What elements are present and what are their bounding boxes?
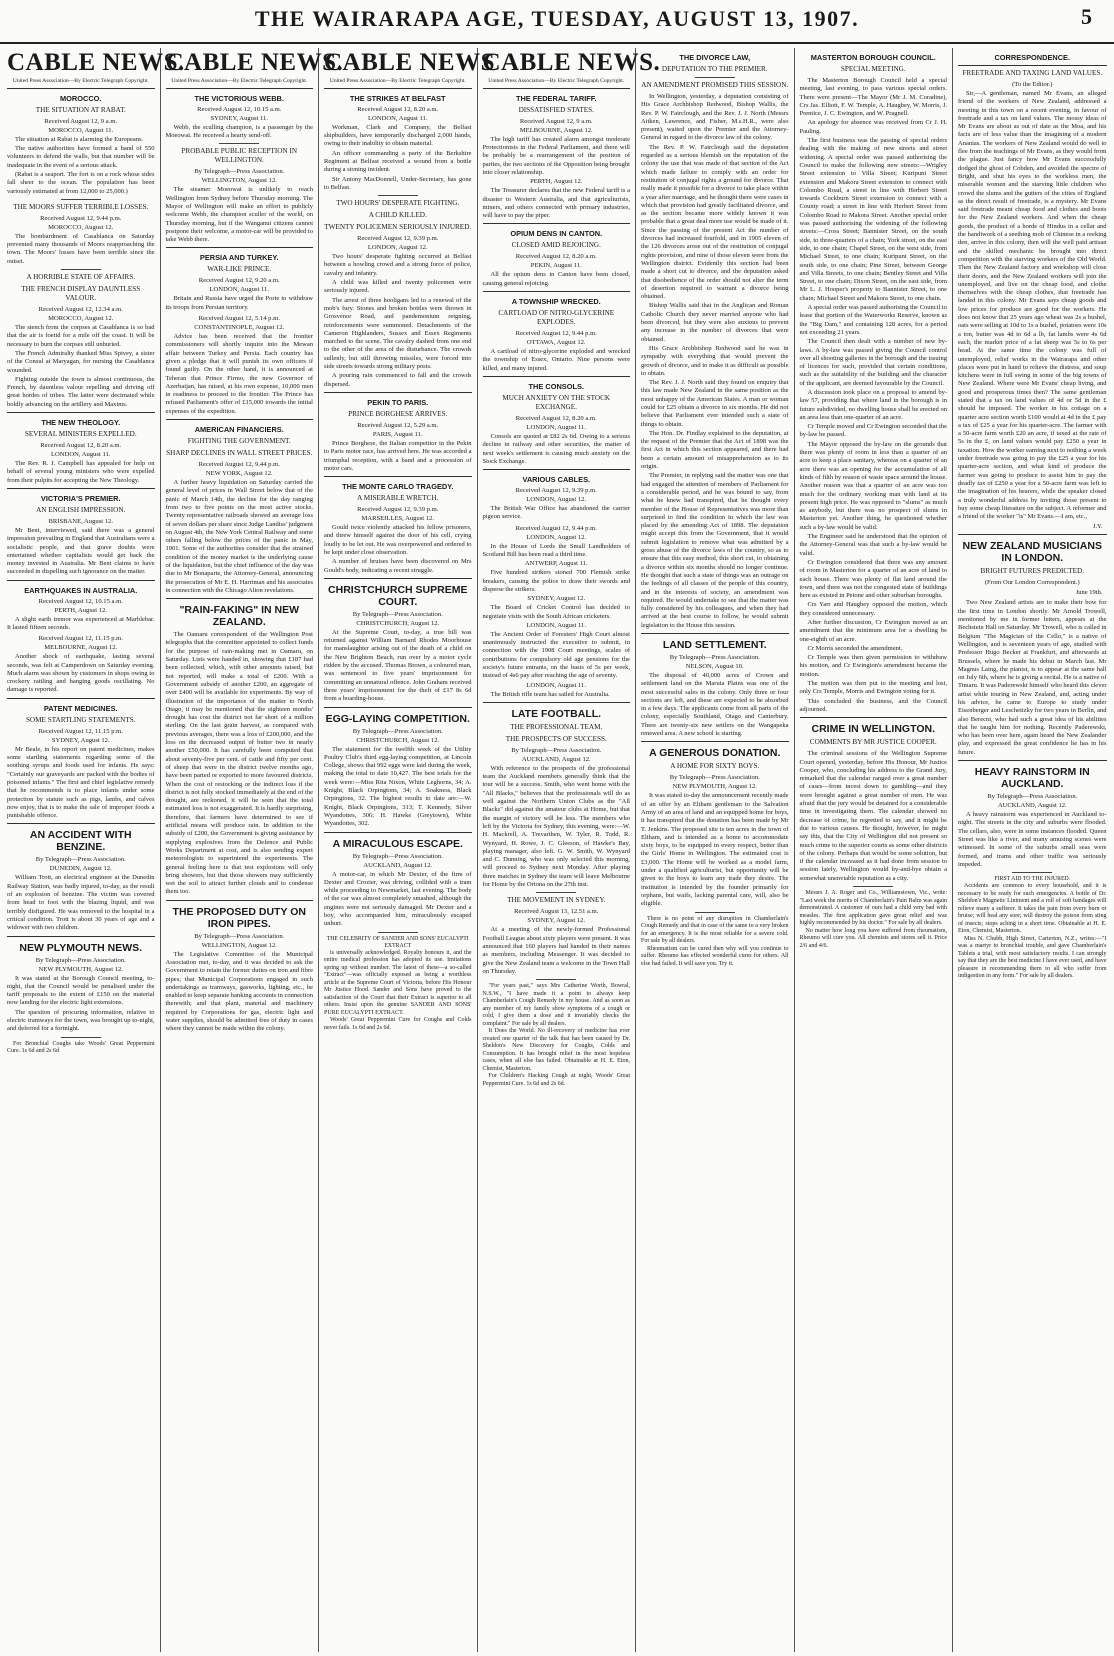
divider xyxy=(324,476,472,477)
paragraph: Sir,—A gentleman, named Mr Evans, an alleged friend of the workers of New Zealand, addressed a meeting in this town on a recent evening, in favour of freetrade and a tax on land values. The mossy ideas of Mr Evans are about as out of date as the Moa, and his facts are of less value than the imagining of a modern Ananias. The workers of New Zealand would do well to flee from the teachings of Mr Evans, as they would from the plague. Just fancy how Mr Evans successfully dodged the ghost of Cobden, and avoided the spectre of Bright, and shut his eyes to the workless men, the miserable women and the starving little children who crowd the slums and the gutters of the cities of England as the direct result of freetrade, is a mystery. Mr Evans said freetrade meant cheap food and clothes and boots for the New Zealand workers. And when the cheap goods, the product of a horde of Hindus in a cellar and the handiwork of a seething mob of Chinese in a reeking den, arrive in this colony, then will the well paid artisan and the skilled mechanic be brought into direct competition with the starving workers of the Old World. Then the New Zealand factory and workshop will close their doors, and the New Zealand workers will join the unemployed, and live on the cheap food, and clothe themselves with the cheap clothes, that freetrade has landed in this colony. Mr Evans says cheap goods and low prices for produce are good for the workers. He does not know that 25 years ago wheat was 2s a bushel, oats were selling at 10d to 1s a bushel, potatoes were 10s a ton, butter was 4d to 6d a lb, fat lambs were 4s 6d each, the market price of a fat sheep was 5s to 6s per head. At the same time the colony was full of unemployed, relief works in the Wairarapa and other places were put in hand to relieve the distress, and soup kitchens were in full swing in some of the big towns of New Zealand. Where were Mr Evans' cheap living, and good and prosperous times then? The same gentleman stated that a tax on land values of 4d or 5d in the £ should be imposed. The worker in his cottage on a quarter acre section worth £100 would at 4d in the £ pay a tax of £25 a year for his quarter-acre. The farmer with a 50-acre farm worth £20 an acre, if taxed at the rate of 5s in the £, on land values would pay £250 a year in taxation. How the worker earning next to nothing a week under freetrade was going to pay the £25 a year for his quarter-acre section, and what kind of produce the farmer was going to produce to assist him to pay the deadly tax of £250 a year for a 50-acre farm was left to the imagination of his hearers, while the speaker closed a truly wonderful address by inviting those present to buy some cheap literature on the subject. A reformer and a friend of the worker "is" Mr Evans.—I am, etc., xyxy=(958,90,1107,521)
divider xyxy=(483,223,631,224)
byline: By Telegraph—Press Association. xyxy=(35,856,126,864)
article-heading: MASTERTON BOROUGH COUNCIL. xyxy=(810,53,936,62)
advertisement-heading: THE CELEBRITY OF SANDER AND SONS' EUCALYPTI EXTRACT xyxy=(326,935,469,949)
article-heading: A GENEROUS DONATION. xyxy=(649,747,781,760)
paragraph: The criminal sessions of the Wellington Supreme Court opened, yesterday, before His Honour, Mr Justice Cooper, who, concluding his address to the Grand Jury, remarked that the calendar ranged over a great number of cases—from incest down to gambling—and they were brought against a great number of men. He was afraid that the jury would be detained for a considerable time in investigating them. The calendar showed no decrease of crime, he regretted to say, and it might be due to various causes. He thought, however, he might say this, that the City of Wellington did not present so much crime to the superior courts as some other districts of the colony. Perhaps that would be some solution, but if the calendar increased as it had done from session to session lately, Wellington would by-and-bye obtain a somewhat unenviable reputation as a city. xyxy=(799,750,947,882)
divider xyxy=(61,199,101,200)
received-line: Received August 12, 10.15 a.m. xyxy=(197,105,282,113)
article-subheading: CLOSED AMID REJOICING. xyxy=(511,241,601,250)
paragraph: Two New Zealand artists are to make their bow for the first time in London shortly. Mr Arnold Trowell, mentioned by me in former letters, appears at the Bechstein Hall on Saturday. Mr Trowell, who is called in Belgium "The Magician of the Cello," is a native of Wellington, and is seventeen years of age, studied with Professor Hugo Becker at Frankfurt, and afterwards at Brussels, where he made his debut in March last. Mr Magnus Laing, the pianist, is to appear at the same hall on July 6th, where he is giving a recital. He is a native of Timaru. It was Paderewski himself who heard this clever artist while touring in New Zealand, and, acting under his advice, he came to Europe to study under Eisenberger and Leschetizky for two years in Berlin, and also Berecni, who had such a great idea of his abilities that he taught him for nothing. Recently Paderewski, who has been over here, again heard the New Zealander play, and expressed the great confidence he has in his future. xyxy=(958,599,1107,756)
byline: By Telegraph—Press Association. xyxy=(352,610,443,618)
dateline: LONDON, August 11. xyxy=(209,286,269,294)
paragraph: The Legislative Committee of the Municipal Association met, to-day, and it was decided to ask the Government to retain the former duties on iron and fibre pipes; that Municipal Corporations engaged in such undertakings as tramways, gasworks, lighting, etc., be enabled to keep separate banking accounts in connection therewith; and that plant, material and machinery required by Corporations for gas, electric light and water supplies, should be admitted free of duty in cases where they cannot be made within the colony. xyxy=(165,950,313,1033)
advertisement: For Children's Hacking Cough at night, Woods' Great Peppermint Cure. 1s 6d and 2s 6d. xyxy=(482,1073,630,1087)
article-subheading: FIGHTING THE GOVERNMENT. xyxy=(187,437,291,446)
divider xyxy=(61,269,101,270)
byline: By Telegraph—Press Association. xyxy=(194,168,285,176)
article-heading: OPIUM DENS IN CANTON. xyxy=(510,229,603,239)
paragraph: A further heavy liquidation on Saturday carried the general level of prices in Wall Street below that of the panic of March 14th, the decline for the day ranging from two to five points on the most active stocks. Twenty representative railroads showed an average loss of seven dollars per share since Judge Landiss' judgment on August 4th, the New York Central Railway and some others falling below the prices of the panic in May, 1901. Some of the authorities consider that the strained condition of the money market is the underlying cause of the liquidation, but the chief influence of the day was due to Mr Bonaparte, the Attorney-General, announcing the prosecution of Mr E. H. Harriman and his associates in connection with the Chicago Alton revelations. xyxy=(165,479,313,594)
article-heading: NEW PLYMOUTH NEWS. xyxy=(19,941,143,954)
dateline: SYDNEY, August 12. xyxy=(51,736,110,744)
received-line: Received August 12, 9.44 p.m. xyxy=(515,524,597,532)
divider xyxy=(958,65,1107,66)
advertisement: Miss N. Chubb, High Street, Carterton, N.Z., writes:—"I was a martyr to bronchial trouble, and gave Chamberlain's Tablets a trial, with most satisfactory results. I can strongly say that they are the best medicine I have ever used, and have pleasure in recommending them to all who suffer from indigestion in any form." For sale by all dealers. xyxy=(958,935,1107,980)
received-line: Received August 12, 9.39 p.m. xyxy=(515,487,597,495)
paragraph: The bombardment of Casablanca on Saturday prevented many thousands of Moors reapproaching the town. The Moors' losses have been terrible since the outset. xyxy=(7,232,155,265)
divider xyxy=(536,979,576,980)
paragraph: The Rev. J. J. North said they found on enquiry that this law made New Zealand in the same position as the most unhappy of the American States. A man or woman could for £25 obtain a divorce in six months. He did not believe that Parliament ever intended such a state of things to obtain. xyxy=(641,379,789,428)
byline: By Telegraph—Press Association. xyxy=(669,654,760,661)
column-7 xyxy=(953,48,1112,1652)
article-subheading: THE MOVEMENT IN SYDNEY. xyxy=(507,896,606,905)
divider xyxy=(324,707,472,708)
article-subheading: A MISERABLE WRETCH. xyxy=(357,494,439,503)
article-heading: AMERICAN FINANCIERS. xyxy=(194,425,284,435)
section-masthead: CABLE NEWS xyxy=(324,49,496,76)
article-subheading: THE PROFESSIONAL TEAM. xyxy=(510,722,603,731)
divider xyxy=(324,392,472,393)
paragraph: The Mayor opposed the by-law on the grounds that there was plenty of room in less than a quarter of an acre to keep a place sanitary, whereas on a quarter of an acre there was an opening for the accumulation of all kinds of filth by reason of waste space around the house. Another reason was that a quarter of an acre was too much for the ordinary working man with land at its present high price. He was opposed to "slums" as much as anybody, but there was no prospect of slums in Masterton yet. Another thing, he questioned whether such a by-law would be valid. xyxy=(799,440,947,531)
paragraph: The situation at Rabat is alarming the Europeans. xyxy=(15,135,144,143)
dateline: WELLINGTON, August 12. xyxy=(201,941,277,949)
dateline: ANTWERP, August 11. xyxy=(524,560,588,568)
article-heading: A TOWNSHIP WRECKED. xyxy=(511,297,601,307)
dateline: MELBOURNE, August 12. xyxy=(519,126,593,134)
dateline: PERTH, August 12. xyxy=(530,178,583,186)
paragraph: The Board of Cricket Control has decided to negotiate visits with the South African cricketers. xyxy=(482,604,630,620)
dateline: LONDON, August 12. xyxy=(526,533,587,541)
paragraph: The disposal of 40,000 acres of Crown and settlement land on the Maruia Plains was one of the most successful sales in the colony. Only three or four sections are left, and these are expected to be absorbed in a few days. The applicants come from all parts of the colony, especially Southland, Otago and Canterbury. There are twenty-six new settlers on the Wangapeka renewed area. A new school is starting. xyxy=(641,672,789,738)
divider xyxy=(483,469,631,470)
dateline: NEW PLYMOUTH, August 12. xyxy=(672,783,757,791)
divider xyxy=(853,886,893,887)
received-line: Received August 12, 8.20 a.m. xyxy=(515,253,597,261)
article-heading: THE VICTORIOUS WEBB. xyxy=(194,93,284,103)
advertisement-heading: FIRST AID TO THE INJURED. xyxy=(994,876,1071,883)
article-heading: CHRISTCHURCH SUPREME COURT. xyxy=(328,583,468,608)
paragraph: The Oamaru correspondent of the Wellington Post telegraphs that the committee appointed to collect funds for the purpose of rain-making met in Oamaru, on Saturday. Lists were handed in, showing that £187 had been collected, which, with other amounts raised, but not reported, will make a total of £200. With a Government subsidy of another £200, an aggregate of over £400 will be available for experiments. By way of illustration of the importance of the matter to North Otago, it may be mentioned that the eighteen months' drought has cost the district not far short of a million sterling. On the last grain harvest, as compared with previous averages, there was a loss of £200,000, and the loss on the decreased output of butter two in nearly another £50,000. It has carefully been computed that about seventy-five per cent. of cattle and fifty per cent. of sheep that were in the district twelve months ago, have been parted or exported to more favoured districts. When the cost of restocking or the indirect loss if the district is not fully stocked immediately at the end of the drought, are reckoned, it will be seen that the total estimated loss is not exaggerated. It is hardly surprising, therefore, that farmers have determined to see if artificial means will produce rain. In addition to the subsidy of £200, the Government is giving assistance by supplying explosives from the Defence and Public Works Department at cost, and is also sending expert meteorologists to superintend the experiments. The general feeling here is that test explosions will only bring showers, but that those showers may sufficiently wet the soil to attract further clouds and to condense them too. xyxy=(165,631,313,896)
section-masthead: CABLE NEWS. xyxy=(482,49,661,76)
dateline: PEKIN, August 11. xyxy=(530,262,582,270)
article-subheading: AN ENGLISH IMPRESSION. xyxy=(36,505,126,514)
received-line: Received August 12, 12.34 a.m. xyxy=(38,306,123,314)
divider xyxy=(958,534,1107,535)
article-subheading: BRIGHT FUTURES PREDICTED. xyxy=(980,567,1084,576)
paragraph: The British War Office has abandoned the carrier pigeon service. xyxy=(482,505,630,521)
received-line: Received August 12, 11.15 p.m. xyxy=(38,635,123,643)
column-6 xyxy=(795,48,954,1652)
paragraph: Fighting outside the town is almost continuous, the French, by dauntless valour repelling and driving off great hordes of tribes. The latter were decimated while boldly advancing on the artillery and Maxims. xyxy=(7,375,155,408)
article-heading: EGG-LAYING COMPETITION. xyxy=(325,712,470,725)
divider xyxy=(61,1037,101,1038)
paragraph: The native authorities have formed a band of 550 volunteers to defend the walls, but that number will be inadequate in the event of a serious attack. xyxy=(7,145,155,169)
divider xyxy=(641,741,789,742)
paragraph: The Ancient Order of Foresters' High Court almost unanimously instructed the executive to submit, in connection with the 1908 Court meetings, scales of contributions for compulsory old age pensions for the society's future entrants, on the basis of 5s per week, instead of 4s6 pay after reaching the age of seventy. xyxy=(482,630,630,680)
divider xyxy=(7,698,155,699)
paragraph: A child was killed and twenty policemen were seriously injured. xyxy=(324,279,472,295)
paragraph: At the Supreme Court, to-day, a true bill was returned against William Barnard Rhodes Moorhouse for manslaughter arising out of the death of a child on the New Brighton Beach, run over by a motor cycle ridden by the accused. Thomas Brown, a coloured man, was sentenced to five years' imprisonment for committing an unnatural offence. John Graham received three years' imprisonment for the theft of £17 8s 6d from a boarding-house. xyxy=(324,628,472,703)
paragraph: A motor-car, in which Mr Dexter, of the firm of Dexter and Crozier, was driving, collided with a tram while proceeding to Newmarket, last evening. The body of the car was almost completely smashed, although the engines were not seriously damaged. Mr Dexter and a boy, who accompanied him, miraculously escaped unhurt. xyxy=(324,870,472,928)
byline: By Telegraph—Press Association. xyxy=(669,774,760,782)
received-line: Received August 12, 8.20 a.m. xyxy=(515,414,597,422)
article-heading: THE FEDERAL TARIFF. xyxy=(515,93,597,103)
article-subheading: WAR-LIKE PRINCE. xyxy=(207,265,272,274)
dateline: PERTH, August 12. xyxy=(54,606,107,614)
masthead xyxy=(0,0,1114,44)
article-heading: THE CONSOLS. xyxy=(528,381,584,391)
paragraph: In the House of Lords the Small Landholders of Scotland Bill has been read a third time. xyxy=(482,542,630,559)
paragraph: A discussion took place on a proposal to amend by-law 57, providing that where land in the borough is in future subdivided, no dwelling house shall be erected on an area less than one-quarter of an acre. xyxy=(799,388,947,421)
divider xyxy=(536,892,576,893)
dateline: SYDNEY, August 12. xyxy=(527,917,586,925)
divider xyxy=(1012,872,1052,873)
article-subheading: THE SITUATION AT RABAT. xyxy=(35,105,126,114)
article-subheading: PRINCE BORGHESE ARRIVES. xyxy=(348,409,448,418)
article-subheading: PROBABLE PUBLIC RECEPTION IN WELLINGTON. xyxy=(181,147,298,165)
article-subheading: TWENTY POLICEMEN SERIOUSLY INJURED. xyxy=(324,223,472,232)
article-subheading: A HORRIBLE STATE OF AFFAIRS. xyxy=(26,273,136,282)
byline: By Telegraph—Press Association. xyxy=(987,793,1078,801)
paragraph: The statement for the twelfth week of the Utility Poultry Club's third egg-laying competition, at Lincoln College, shows that 992 eggs were laid during the week, making the total to date 10,427. The best totals for the week were:—Miss Rita Nixon, White Leghorns, 34; A. Knight, Black Orpingtons, 34; A. Soakness, Black Orpingtons, 32. The highest results to date are:—W. Knight, Black Orpingtons, 313; T. Kennedy, Silver Wyandottes, 306; H. Hawke (Greytown), White Wyandottes, 302. xyxy=(324,745,472,828)
paragraph: Five hundred strikers stoned 700 Flemish strike breakers, causing the police to draw their swords and disperse the strikers. xyxy=(482,569,630,593)
article-subheading: A HOME FOR SIXTY BOYS. xyxy=(670,762,760,771)
received-line: Received August 12, 9 a.m. xyxy=(44,117,118,125)
paragraph: His Grace Archbishop Redwood said he was in sympathy with everything that would prevent the growth of divorce, and to make it as difficult as possible to obtain. xyxy=(641,344,789,377)
divider xyxy=(7,580,155,581)
newspaper-title: THE WAIRARAPA AGE, TUESDAY, AUGUST 13, 1907. xyxy=(254,6,860,31)
credit-line: United Press Association—By Electric Telegraph Copyright. xyxy=(488,78,625,84)
paragraph: Two hours' desperate fighting occurred at Belfast between a howling crowd and a strong force of police, cavalry and infantry. xyxy=(324,253,472,277)
divider xyxy=(7,488,155,489)
article-heading: A MIRACULOUS ESCAPE. xyxy=(332,837,463,850)
article-subheading: TWO HOURS' DESPERATE FIGHTING. xyxy=(336,199,460,208)
article-subheading: DEPUTATION TO THE PREMIER. xyxy=(661,65,768,73)
page-number: 5 xyxy=(1081,4,1092,29)
dateline: NEW YORK, August 12. xyxy=(205,470,273,478)
dateline: NELSON, August 10. xyxy=(685,663,744,670)
dateline: LONDON, August 12. xyxy=(367,244,428,252)
paragraph: A special order was passed authorising the Council to lease that portion of the Waterworks Reserve, known as the "Big Dam," and containing 128 acres, for a period not exceeding 21 years. xyxy=(799,304,947,336)
article-heading: EARTHQUAKES IN AUSTRALIA. xyxy=(24,585,138,595)
column-4 xyxy=(478,48,661,1652)
paragraph: With reference to the prospects of the professional team the Auckland members generally think that the tour will be a success. Smith, who went home with the "All Blacks," believes that the professionals will do as well against the Northern Union Clubs as the "All Blacks" did against the amateur clubs at Home, but that the margin of victory will be less. The members who left by the Victoria for Sydney, this evening, were:—W. H. Mackrell, A. Trevarthen, W. Tyler, R. Todd, R. Wynyard, H. Rowe, J. C. Gleeson, of Hawke's Bay, playing manager, also left. G. W. Smith, W. Wynyard and C. Dunning, who was only selected this morning, will proceed to Sydney next Monday. After playing three matches in Sydney the team will leave Melbourne for Home by the Ortona on the 27th inst. xyxy=(482,764,630,889)
section-masthead: CABLE NEWS. xyxy=(7,49,185,76)
divider xyxy=(7,823,155,824)
paragraph: The Council then dealt with a number of new by-laws. A by-law was passed giving the Council control over all shooting galleries in the borough and the issuing of licences for such, provided that certain conditions, such as the suitability of the building and the character of the applicant, are deemed favourable by the Council. xyxy=(799,338,947,387)
paragraph: Cr Temple moved and Cr Ewington seconded that the by-law be passed. xyxy=(799,423,948,439)
divider xyxy=(483,702,631,703)
article-subheading: DISSATISFIED STATES. xyxy=(518,105,594,114)
paragraph: Gould twice violently attacked his fellow prisoners, and threw himself against the door of his cell, crying loudly to be let out. He was overpowered and ordered to be kept under close observation. xyxy=(324,524,472,556)
dateline: LONDON, August 11. xyxy=(526,681,586,689)
paragraph: The Premier, in replying said the matter was one that had engaged the attention of members of Parliament for a considerable period, and he was bound to say, from what he knew had transpired, that he thought every member of the House of Representatives was more than surprised to find the condition in which the law was placed by the amending Act of 1898. The deputation might accept this from the Government, that it would submit legislation to remove what was admitted by a gross abuse of the divorce laws of the country, so as to ensure that this easy method, this short cut, to obtaining a divorce within six months should no longer continue. He thought that such a state of things was an outrage on the feelings of all classes of the people of this country, and in the interests of society, an amendment was required. He would undertake to see that the matter was fully considered by his colleagues, and when they had arrived at the best course to follow, he would submit legislation to the House this session. xyxy=(641,472,789,629)
article-heading: CRIME IN WELLINGTON. xyxy=(811,723,935,736)
divider xyxy=(166,598,314,599)
received-line: Received August 12, 11.15 p.m. xyxy=(38,727,123,735)
dateline: AUCKLAND, August 12. xyxy=(521,755,591,763)
article-heading: PERSIA AND TURKEY. xyxy=(199,253,279,263)
divider xyxy=(641,633,789,634)
paragraph: A heavy rainstorm was experienced in Auckland to-night. The streets in the city and suburbs were flooded. The cellars, also, were in some instances flooded. Queen Street was like a river, and many amusing scenes were witnessed. In some of the suburbs small seas were formed, and trams and other traffic was seriously impeded. xyxy=(958,811,1107,868)
dateline: WELLINGTON, August 12. xyxy=(201,177,277,185)
paragraph: Cr Ewington considered that there was any amount of room in Masterton for a quarter of an acre of land to each house. There was plenty of flat land around the town, and there was not the congested state of buildings here as existed in Petone and other suburban boroughs. xyxy=(799,558,947,600)
article-heading: LAND SETTLEMENT. xyxy=(662,639,767,651)
article-subheading: SOME STARTLING STATEMENTS. xyxy=(25,715,136,724)
dateline: CHRISTCHURCH, August 12. xyxy=(356,736,440,744)
advertisement: "For years past," says Mrs Catherine Worth, Bowral, N.S.W., "I have made it a point to always keep Chamberlain's Cough Remedy in my house. And as soon as any member of my family show symptoms of a cough or cold, I give them a dose and it invariably checks the complaint." For sale by all dealers. xyxy=(482,983,630,1027)
paragraph: It was stated at the Borough Council meeting, to-night, that the Council would be penalised under the tariff proposals to the extent of £150 on the material now landing for the electric light extensions. xyxy=(7,974,155,1007)
paragraph: A pouring rain commenced to fall and the crowds dispersed. xyxy=(324,372,472,388)
dateline: CONSTANTINOPLE, August 12. xyxy=(194,324,285,332)
dateline: LONDON, August 11. xyxy=(51,451,111,459)
paragraph: The British rifle team has sailed for Australia. xyxy=(490,690,610,698)
received-line: Received August 12, 5.14 p.m. xyxy=(198,315,280,323)
advertisement: Messrs J. A. Roger and Co., Williamstown, Vic., write: "Last week the merits of Chamberlain's Pain Balm was again demonstrated. A customer of ours had a child very bad with measles. The first application gave great relief and was highly recommended by his doctor." For sale by all dealers. xyxy=(799,890,947,927)
column-5 xyxy=(636,48,795,1652)
paragraph: Sir Antony MacDonnell, Under-Secretary, has gone to Belfast. xyxy=(324,175,472,191)
dateline: LONDON, August 12. xyxy=(526,496,587,504)
article-heading: MOROCCO. xyxy=(60,93,102,103)
paragraph: The stench from the corpses at Casablanca is so bad that the air is foetid for a mile off the coast. It will be necessary to burn the corpses still unburied. xyxy=(7,324,155,348)
paragraph: An apology for absence was received from Cr J. H. Pauling. xyxy=(799,119,947,135)
received-line: Received August 12, 9.39 p.m. xyxy=(357,235,439,243)
divider xyxy=(166,247,314,248)
article-heading: NEW ZEALAND MUSICIANS IN LONDON. xyxy=(962,540,1102,565)
paragraph: An officer commanding a party of the Berkshire Regiment at Belfast received a wound from a bottle during a stoning incident. xyxy=(324,149,472,174)
article-heading: CORRESPONDENCE. xyxy=(994,53,1071,62)
paragraph: The Masterton Borough Council held a special meeting, last evening, to pass various special orders. There were present—The Mayor (Mr J. M. Coradine), Crs Jas. Elliott, F. W. Temple, A. Haugbey, W. Morris, J. Prentice, J. C. Ewington, and W. Pragnell. xyxy=(799,77,947,118)
received-line: Received August 12, 5.29 a.m. xyxy=(357,421,439,429)
credit-line: United Press Association—By Electric Telegraph Copyright. xyxy=(12,78,149,84)
article-subheading: THE PROSPECTS OF SUCCESS. xyxy=(505,734,607,743)
paragraph: The Rev. P. W. Fairclough said the deputation regarded as a serious blemish on the reputation of the colony the use that was made of that section of the Act which made failure to comply with an order for restitution of conjugal rights a ground for divorce. That really made it possible for a divorce to take place within a year after marriage, and he thought there were cases in which that provision had greatly facilitated divorce, and as the section became more widely known it was probable that a great deal more use would be made of it. Since the passing of the present Act the number of divorces had increased fourfold, and in 1905 eleven of the 126 divorces arose out of the restitution of conjugal rights provision, and nine of those eleven were from the Wellington district. Evidently this section had been made a short cut to divorce, and the deputation asked that disobedience of the order should not alter the term of desertion required to warrant a divorce being obtained. xyxy=(641,143,789,301)
paragraph: At a meeting of the newly-formed Professional Football League about sixty players were present. It was announced that 160 players had handed in their names as members, including Messenger. It was decided to give the New Zealand team a welcome in the Town Hall on Thursday. xyxy=(482,926,630,975)
divider xyxy=(695,912,735,913)
dateline: LONDON, August 11. xyxy=(368,114,428,122)
advertisement: There is no point of any disruption in Chamberlain's Cough Remedy and that in case of the same to a very broken for an emergency. It is the most reliable for a severe cold. For sale by all dealers. xyxy=(641,915,789,945)
advertisement: Woods' Great Peppermint Cure for Coughs and Colds never fails. 1s 6d and 2s 6d. xyxy=(324,1017,472,1031)
paragraph: Crs Yarr and Haugbey opposed the motion, which they considered unnecessary. xyxy=(799,601,947,617)
received-line: Received August 12, 9.44 p.m. xyxy=(198,461,280,469)
article-subheading: FREETRADE AND TAXING LAND VALUES. xyxy=(962,69,1103,77)
dateline: BRISBANE, August 12. xyxy=(48,517,113,525)
paragraph: In Wellington, yesterday, a deputation consisting of His Grace Archbishop Redwood, Bishop Wallis, the Rev. P. W. Fairclough, and the Rev. J. J. North (Messrs Aitken, Lawrence, and Fisher, M.s.H.R., were also present), waited upon the Premier and the Attorney-General in regard to the divorce law of the colony. xyxy=(641,93,789,142)
divider xyxy=(324,88,472,89)
paragraph: The motion was then put to the meeting and lost, only Crs Temple, Morris and Ewington voting for it. xyxy=(799,680,947,696)
article-subheading: A CHILD KILLED. xyxy=(368,211,427,220)
advertisement: Rheumatism can be cured then why will you continue to suffer. Rheumo has effected wonderful cures for others. All else had failed. It will save you. Try it. xyxy=(641,945,789,967)
paragraph: A number of bruises have been discovered on Mrs Gould's body, indicating a recent struggle. xyxy=(324,558,472,574)
divider xyxy=(324,832,472,833)
article-subheading: AN AMENDMENT PROMISED THIS SESSION. xyxy=(641,81,789,89)
article-heading: LATE FOOTBALL. xyxy=(511,707,602,720)
received-line: Received August 12, 9.20 a.m. xyxy=(198,277,280,285)
article-heading: HEAVY RAINSTORM IN AUCKLAND. xyxy=(974,766,1090,791)
paragraph: The steamer Moeowai is unlikely to reach Wellington from Sydney before Thursday morning. The Mayor of Wellington will make an effort to publicly welcome Webb, the champion sculler of the world, on Thursday morning, but if the Wanganui citizens cannot postpone their welcome, a motor-car will be provided to take Webb there. xyxy=(165,186,313,244)
advertisement: For Bronchial Coughs take Woods' Great Peppermint Cure. 1s 6d and 2s 6d xyxy=(7,1040,155,1055)
paragraph: Mr Beale, in his report on patent medicines, makes some startling statements regarding some of the soothing syrups and foods used for infants. He says: "Certainly our graveyards are packed with the bodies of poisoned infants." The first and chief legislative remedy that he recommends is to place infants under some protection by statute such as pigs, lambs, and calves now enjoy, that is to make the sale of improper foods a punishable offence. xyxy=(7,745,155,820)
dateline: SYDNEY, August 12. xyxy=(527,595,586,603)
paragraph: Another shock of earthquake, lasting several seconds, was felt at Camperdown on Saturday evening. Much alarm was shown by customers in shops owing to crockery rattling and hanging goods oscillating. No damage is reported. xyxy=(7,653,155,694)
dateline: LONDON, August 11. xyxy=(526,621,586,629)
dateline: PARIS, August 11. xyxy=(372,430,423,438)
article-heading: AN ACCIDENT WITH BENZINE. xyxy=(29,829,132,854)
divider xyxy=(378,195,418,196)
article-heading: THE PROPOSED DUTY ON IRON PIPES. xyxy=(172,905,306,930)
dateline: MARSEILLES, August 12. xyxy=(361,515,435,523)
dateline: MOROCCO, August 12. xyxy=(48,315,114,323)
divider xyxy=(483,291,631,292)
article-subheading: SEVERAL MINISTERS EXPELLED. xyxy=(24,430,137,439)
byline: By Telegraph—Press Association. xyxy=(352,727,443,735)
divider xyxy=(166,419,314,420)
newspaper-columns xyxy=(2,48,1112,1652)
divider xyxy=(166,88,314,89)
paragraph: The arrest of three hooligans led to a renewal of the mob's fury. Stones and broken bottles were thrown in Grosvenor Road, and pandemonium reigning, reinforcements were summoned. Detachments of the Cameron Highlanders, Sussex and Essex Regiments marched to the scene. The cavalry dashed from one end to the other of the area of the disturbance. The crowds sullenly, but still throwing missiles, were forced into side streets towards strong military posts. xyxy=(324,296,472,371)
article-heading: VARIOUS CABLES. xyxy=(522,475,591,485)
received-line: Received August 12, 8.20 a.m. xyxy=(40,442,122,450)
dateline: MOROCCO, August 11. xyxy=(48,126,114,134)
article-subheading: THE FRENCH DISPLAY DAUNTLESS VALOUR. xyxy=(21,285,141,303)
divider xyxy=(7,936,155,937)
paragraph: Britain and Russia have urged the Porte to withdraw its troops from Persian territory. xyxy=(165,295,313,311)
paragraph: A cartload of nitro-glycerine exploded and wrecked the township of Essex, Ontario. Nine persons were killed, and many injured. xyxy=(482,348,630,372)
paragraph: The high tariff has created alarm amongst moderate Protectionists in the Federal Parliament, and there will be probably be a rearrangement of the position of parties, the two sections of the Opposition being brought into closer relationship. xyxy=(482,135,630,176)
divider xyxy=(695,77,735,78)
column-3 xyxy=(319,48,496,1652)
advertisement: It Does the World. No ill-recovery of medicine has ever created one quarter of the talk that has been caused by Dr. Sheldon's New Discovery for Coughs, Colds and Consumption. It has brought relief in the most hopeless cases, when all else has failed. Obtainable at H. E. Eton, Chemist, Masterton. xyxy=(482,1028,630,1072)
credit-line: United Press Association—By Electric Telegraph Copyright. xyxy=(171,78,308,84)
paragraph: After further discussion, Cr Ewington moved as an amendment that the minimum area for a dwelling be one-eighth of an acre. xyxy=(799,619,947,643)
paragraph: Cr Temple was then given permission to withdraw his motion, and Cr Ewington's amendment became the motion. xyxy=(799,654,947,678)
divider xyxy=(166,900,314,901)
dateline: SYDNEY, August 11. xyxy=(210,114,269,122)
article-heading: PATENT MEDICINES. xyxy=(43,703,118,713)
article-subheading: COMMENTS BY MR JUSTICE COOPER. xyxy=(809,738,937,747)
paragraph: Bishop Wallis said that in the Anglican and Roman Catholic Church they never married anyone who had been divorced, but they were also anxious to prevent any increase in the number of divorces that were obtained. xyxy=(641,302,789,343)
article-heading: THE MONTE CARLO TRAGEDY. xyxy=(342,482,454,492)
paragraph: The Treasurer declares that the new Federal tariff is a disaster to Western Australia, and that agriculturists, miners, and others connected with primary industries, will have to pay the piper. xyxy=(482,187,630,220)
paragraph: It was stated to-day the announcement recently made of an offer by an Eltham gentleman to the Salvation Army of an area of land and an equipped home for boys, it has transpired that the donation has been made by Mr T. Jenkins. The proposed site is ten acres in the town of Eltham, and is intended as a home to accommodate sixty boys, to be equipped in every respect, better than the Girls' Home in Wellington. The estimated cost is £3,000. The Home will be worked as a model farm, under a qualified agriculturist, but opportunity will be given to the boys to learn any trade they desire. The institution is intended by the founder primarily for orphans, but waifs, lacking parental care, will, also be eligible. xyxy=(641,792,789,908)
received-line: Received August 12, 10.15 a.m. xyxy=(38,597,123,605)
divider xyxy=(958,760,1107,761)
received-line: Received August 12, 8.20 a.m. xyxy=(357,105,439,113)
paragraph: Advice has been received that the frontier commissioners will shortly inquire into the Mewan affair between Turkey and Persia. Each country has given a pledge that it will punish its own officers if found guilty. On the other hand, it is announced at Teheran that Prince Firmo, the new Governor of Azerbaijan, has raised, at his own expense, 10,000 men in readiness to proceed to the frontier. The Prince has refused Parliament's offer of £15,000 towards the initial expenses of the expedition. xyxy=(165,333,313,415)
dateline: AUCKLAND, August 12. xyxy=(997,802,1067,810)
paragraph: Webb, the sculling champion, is a passenger by the Moeowai. He received a hearty send-off. xyxy=(165,123,313,140)
divider xyxy=(7,412,155,413)
dateline: LONDON, August 11. xyxy=(526,423,586,431)
divider xyxy=(219,143,259,144)
paragraph: Cr Morris seconded the amendment. xyxy=(807,644,903,652)
article-subheading: THE MOORS SUFFER TERRIBLE LOSSES. xyxy=(13,202,149,211)
article-heading: THE DIVORCE LAW, xyxy=(679,53,751,62)
paragraph: Prince Borghese, the Italian competitor in the Pekin to Paris motor race, has arrived here. He was accorded a triumphal reception, with a band and a procession of motor cars. xyxy=(324,439,472,472)
received-line: Received August 12, 9.44 p.m. xyxy=(40,214,122,222)
received-line: Received August 12, 9 a.m. xyxy=(519,117,593,125)
article-heading: THE NEW THEOLOGY. xyxy=(41,418,121,428)
paragraph: Workman, Clark and Company, the Belfast shipbuilders, have temporarily discharged 2,000 hands, owing to their inability to obtain material. xyxy=(324,123,472,148)
paragraph: The first business was the passing of special orders dealing with the making of new streets and street widening. A special order was passed authorising the Council to make the following new streets:—Wrigley Street extension to Villa Street; Kuripuni Street extension and Makora Street extension to connect with Colombo Road, a street in line with Herbert Street towards Cockburn Street extension to connect with a County road; a street in line with Herbert Street from Colombo Road to Makora Street. Another special order was passed authorising the widening of the following streets:—Cross Street; Bannister Street, on the south side, to three-quarters of a chain; York street, on the east side, to one chain; Chapel Street, on the west side, from Michael Street, to one chain; Kuripuni Street, on the south side, to one chain; Pine Street, between George and Villa Streets, to one chain; Bentley Street and Villa Street, to one chain; Dixon Street, on the east side, from Mr L. J. Hooper's property to Bannister Street, to one chain; Michael Street and Makora Street, to one chain. xyxy=(799,137,947,302)
column-2 xyxy=(161,48,344,1652)
paragraph: This concluded the business, and the Council adjourned. xyxy=(799,697,947,713)
dateline: June 19th. xyxy=(1075,589,1103,597)
section-masthead: CABLE NEWS. xyxy=(165,49,344,76)
byline: By Telegraph—Press Association. xyxy=(194,932,285,940)
advertisement: No matter how long you have suffered from rheumatism, Rheumo will cure you. All chemists and stores sell it. Price 2/6 and 4/6. xyxy=(799,927,947,949)
paragraph: The Hon. Dr. Findlay explained to the deputation, at the request of the Premier that the Act of 1898 was the first Act in which this section appeared, and there had been a certain amount of misapprehension as to its origin. xyxy=(641,429,789,471)
divider xyxy=(324,578,472,579)
divider xyxy=(483,88,631,89)
received-line: Received August 12, 9.39 p.m. xyxy=(357,506,439,514)
paragraph: Consols are quoted at £82 2s 6d. Owing to a serious decline in railway and other securities, the matter of next week's settlement is causing much anxiety on the Stock Exchange. xyxy=(482,432,630,465)
paragraph: The Rev. R. J. Campbell has appealed for help on behalf of several young ministers who were expelled from their pulpits for accepting the New Theology. xyxy=(7,460,155,484)
dateline: OTTAWA, August 12. xyxy=(526,339,586,347)
received-line: Received August 12, 9.44 p.m. xyxy=(515,330,597,338)
paragraph: The French Admiralty thanked Miss Spivey, a sister of the Consul at Maryagan, for nursing the Casablanca wounded. xyxy=(7,349,155,374)
byline: By Telegraph—Press Association. xyxy=(511,746,602,754)
article-heading: "RAIN-FAKING" IN NEW ZEALAND. xyxy=(179,604,300,629)
received-line: Received August 13, 12.51 a.m. xyxy=(514,908,599,916)
article-subheading: SPECIAL MEETING. xyxy=(840,65,906,73)
dateline: DUNEDIN, August 12. xyxy=(49,865,112,873)
paragraph: A slight earth tremor was experienced at Marblebar. It lasted fifteen seconds. xyxy=(7,615,155,631)
dateline: MOROCCO, August 12. xyxy=(48,223,114,231)
paragraph: All the opium dens in Canton have been closed, causing general rejoicing. xyxy=(482,271,630,287)
dateline: MELBOURNE, August 12. xyxy=(44,644,118,652)
article-heading: THE STRIKES AT BELFAST xyxy=(349,93,446,103)
divider xyxy=(800,717,948,718)
paragraph: The Engineer said he understood that the opinion of the Attorney-General was that such a by-law would be valid. xyxy=(799,533,947,557)
signature: J.Y. xyxy=(1092,523,1103,531)
byline: By Telegraph—Press Association. xyxy=(352,852,443,860)
column-1 xyxy=(2,48,185,1652)
article-subheading: MUCH ANXIETY ON THE STOCK EXCHANGE. xyxy=(502,393,611,411)
divider xyxy=(7,88,155,89)
advertisement: Accidents are common to every household, and it is necessary to be ready for such emergencies. A bottle of Dr. Sheldon's Magnetic Liniment and a roll of soft bandages will relieve many a sufferer. It takes the pain from every burn or bruise; will heal any sore; will destroy the poison from sting of insects; stops aching in a short time. Obtainable at H. E. Eton, Chemist, Masterton. xyxy=(958,883,1107,935)
credit-line: United Press Association—By Electric Telegraph Copyright. xyxy=(329,78,466,84)
article-heading: PEKIN TO PARIS. xyxy=(367,397,429,407)
divider xyxy=(378,932,418,933)
paragraph: (Rabat is a seaport. The fort is on a rock whose sides fall sheer to the ocean. The population has been variously estimated at from 12,000 to 25,000.) xyxy=(7,170,155,195)
dateline: AUCKLAND, August 12. xyxy=(363,861,433,869)
dateline: CHRISTCHURCH, August 12. xyxy=(356,619,440,627)
paragraph: William Trott, an electrical engineer at the Dunedin Railway Station, was badly injured, to-day, as the result of an explosion of benzine. The victim was covered from head to foot with the blazing liquid, and was terribly disfigured. He was removed to the hospital in a critical condition. Trott is about 30 years of age and a widower with two children. xyxy=(7,874,155,932)
paragraph: Mr Bent, interviewed, said there was a general impression prevailing in England that Australians were a socialistic people, and that grave doubts were entertained whether capitalists would get back the money invested in Australia. Mr Bent claims to have succeeded in dispelling such ignorance on the matter. xyxy=(7,526,155,576)
dateline: NEW PLYMOUTH, August 12. xyxy=(38,965,123,973)
editor-line: (To the Editor.) xyxy=(1012,81,1053,88)
article-subheading: CARTLOAD OF NITRO-GLYCERINE EXPLODES. xyxy=(498,309,615,327)
article-heading: VICTORIA'S PREMIER. xyxy=(40,493,121,503)
correspondent-line: (From Our London Correspondent.) xyxy=(984,579,1080,587)
advertisement: is universally acknowledged. Royalty honours it, and the entire medical profession has adopted its use. Imitations spring up without number. The latest of these—a so-called "Extract"—was officially exposed as being a worthless article at the Supreme Court of Victoria, before His Honour Mr Justice Hood. Sander and Sons have proved to the satisfaction of the Court that their Extract is superior to all others. Insist upon the genuine SANDER AND SONS' PURE EUCALYPTI EXTRACT. xyxy=(324,949,472,1016)
article-subheading: SHARP DECLINES IN WALL STREET PRICES. xyxy=(166,449,313,458)
divider xyxy=(483,376,631,377)
byline: By Telegraph—Press Association. xyxy=(35,956,126,964)
paragraph: The question of procuring information, relative to electric tramways for the town, was brought up to-night, and deferred for a fortnight. xyxy=(7,1008,155,1033)
